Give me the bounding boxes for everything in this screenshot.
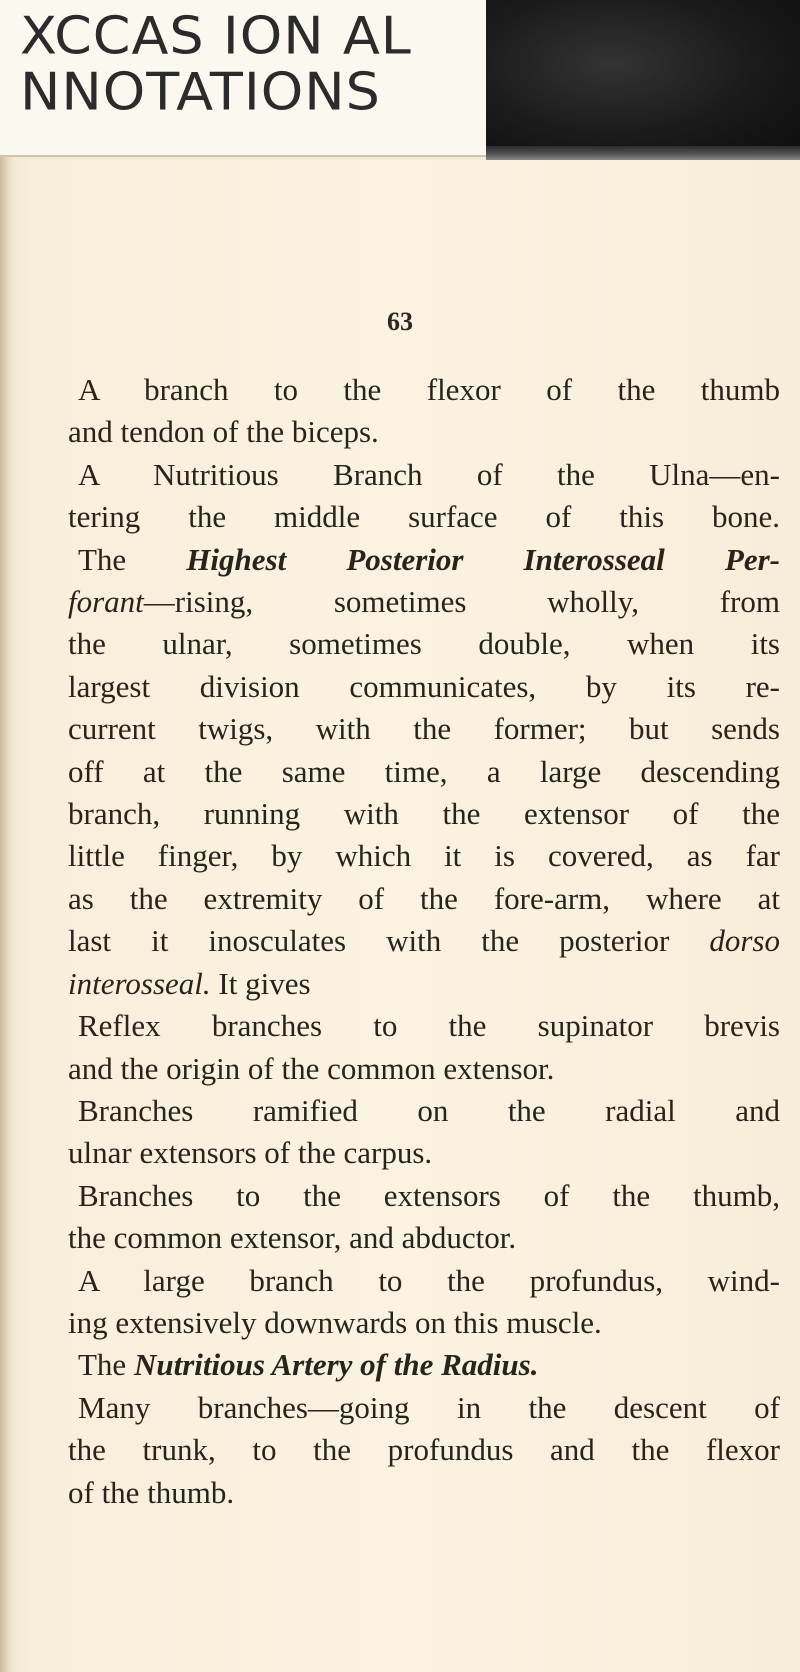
- text-line: the common extensor, and abductor.: [68, 1220, 517, 1256]
- text-line: The Nutritious Artery of the Radius.: [78, 1347, 539, 1383]
- text-line: the ulnar, sometimes double, when its: [68, 626, 780, 662]
- text-line: largest division communicates, by its re-: [68, 668, 780, 704]
- text-line: forant—rising, sometimes wholly, from: [68, 584, 780, 620]
- text-line: branch, running with the extensor of the: [68, 796, 780, 832]
- text-line: interosseal. It gives: [68, 965, 311, 1001]
- text-line: of the thumb.: [68, 1474, 235, 1510]
- text-line: Many branches—going in the descent of: [78, 1389, 780, 1425]
- text-line: A Nutritious Branch of the Ulna—en-: [78, 456, 780, 492]
- text-line: and tendon of the biceps.: [68, 414, 379, 450]
- stamp-text: XCCAS ION AL NNOTATIONS: [20, 6, 412, 123]
- page-binding-edge: [0, 150, 14, 1672]
- text-line: as the extremity of the fore-arm, where at: [68, 880, 780, 916]
- text-line: little finger, by which it is covered, as far: [68, 838, 780, 874]
- library-stamp: [0, 0, 494, 157]
- body-text: [68, 369, 780, 1514]
- text-line: ulnar extensors of the carpus.: [68, 1135, 433, 1171]
- text-line: The Highest Posterior Interosseal Per-: [78, 541, 780, 577]
- text-line: ing extensively downwards on this muscle.: [68, 1304, 602, 1340]
- page-number: 63: [387, 307, 413, 336]
- text-line: current twigs, with the former; but sends: [68, 711, 780, 747]
- heading-nutritious-artery-radius: Nutritious Artery of the Radius.: [133, 1347, 539, 1383]
- text-line: off at the same time, a large descending: [68, 753, 780, 789]
- text-line: tering the middle surface of this bone.: [68, 499, 780, 535]
- italic-interosseal: interosseal.: [68, 965, 211, 1001]
- text-line: and the origin of the common extensor.: [68, 1050, 555, 1086]
- scan-dark-corner: [486, 0, 800, 160]
- text-line: Branches to the extensors of the thumb,: [78, 1177, 780, 1213]
- text-line: Branches ramified on the radial and: [78, 1092, 780, 1128]
- text-line: A branch to the flexor of the thumb: [78, 372, 780, 407]
- text-line: A large branch to the profundus, wind-: [78, 1262, 780, 1298]
- text-line: last it inosculates with the posterior dorso: [68, 923, 780, 959]
- heading-highest-posterior-interosseal: Highest Posterior Interosseal Per-: [186, 541, 780, 577]
- italic-dorso: dorso: [709, 923, 780, 959]
- text-line: Reflex branches to the supinator brevis: [78, 1008, 780, 1044]
- italic-forant: forant: [68, 584, 144, 620]
- text-line: the trunk, to the profundus and the flexor: [68, 1432, 780, 1468]
